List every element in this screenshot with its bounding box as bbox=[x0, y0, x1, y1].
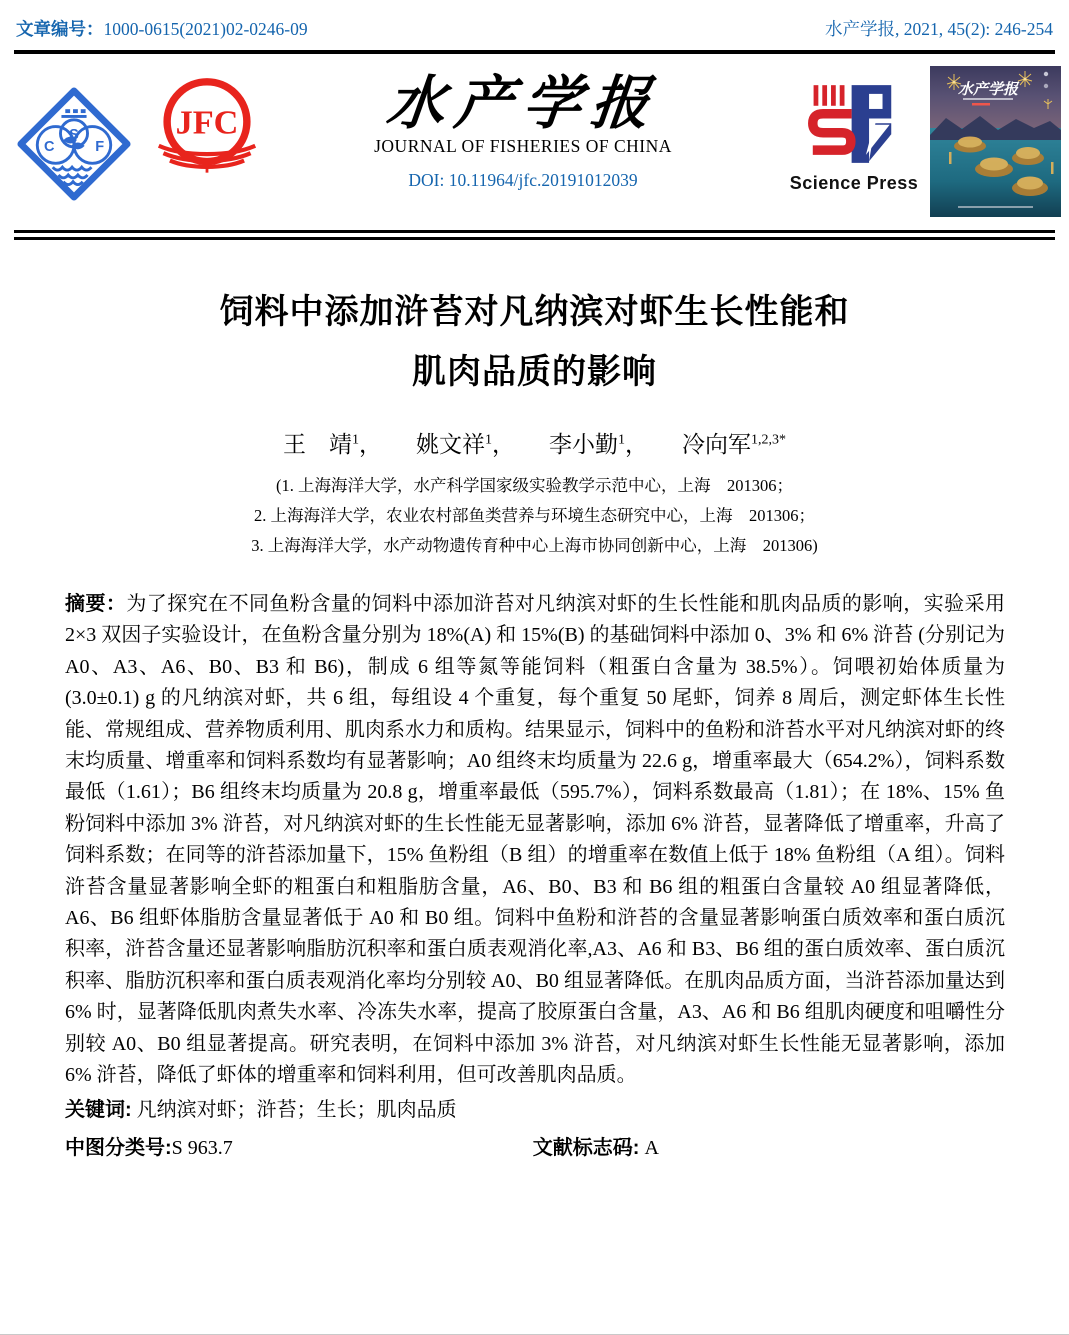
affiliation-1: (1. 上海海洋大学，水产科学国家级实验教学示范中心，上海 201306； bbox=[276, 476, 793, 495]
masthead-rule bbox=[14, 230, 1055, 240]
article-number-value: 1000-0615(2021)02-0246-09 bbox=[103, 19, 308, 39]
abstract bbox=[65, 589, 1005, 1092]
article-title-line2: 肌肉品质的影响 bbox=[412, 353, 657, 391]
clc-number: 中图分类号:S 963.7 bbox=[65, 1136, 233, 1159]
csf-letter-s: S bbox=[69, 127, 79, 144]
article-number bbox=[16, 16, 308, 41]
author-4-sup: 1,2,3* bbox=[751, 432, 786, 448]
jfc-journal-logo-icon bbox=[156, 74, 258, 186]
masthead-center bbox=[258, 64, 788, 191]
classification-line bbox=[65, 1131, 1005, 1165]
header-rule bbox=[14, 50, 1055, 54]
document-code: 文献标志码: A bbox=[532, 1136, 659, 1159]
author-2-sup: 1 bbox=[485, 432, 492, 448]
abstract-text: 为了探究在不同鱼粉含量的饲料中添加浒苔对凡纳滨对虾的生长性能和肌肉品质的影响，实验采用 2×3 双因子实验设计，在鱼粉含量分别为 18%(A) 和 15%(B) 的基础饲料中添加 0、3% 和 6% 浒苔 (分别记为 A0、A3、A6、B0、B3 和 B6)，制成 6 组等氮等能饲料（粗蛋白含量为 38.5%）。饲喂初始体质量为 (3.0±0.1) g 的凡纳滨对虾，共 6 组，每组设 4 个重复，每个重复 50 尾虾，饲养 8 周后，测定虾体生长性能、常规组成、营养物质利用、肌肉系水力和质构。结果显示，饲料中的鱼粉和浒苔水平对凡纳滨对虾的终末均质量、增重率和饲料系数均有显著影响；A0 组终末均质量为 22.6 g，增重率最大（654.2%），饲料系数最低（1.61）；B6 组终末均质量为 20.8 g，增重率最低（595.7%），饲料系数最高（1.81）；在 18%、15% 鱼粉饲料中添加 3% 浒苔，对凡纳滨对虾的生长性能无显著影响，添加 6% 浒苔，显著降低了增重率，升高了饲料系数；在同等的浒苔添加量下，15% 鱼粉组（B 组）的增重率在数值上低于 18% 鱼粉组（A 组）。饲料浒苔含量显著影响全虾的粗蛋白和粗脂肪含量，A6、B0、B3 和 B6 组的粗蛋白含量较 A0 组显著降低，A6、B6 组虾体脂肪含量显著低于 A0 和 B0 组。饲料中鱼粉和浒苔的含量显著影响蛋白质效率和蛋白质沉积率，浒苔含量还显著影响脂肪沉积率和蛋白质表观消化率,A3、A6 和 B3、B6 组的蛋白质效率、蛋白质沉积率、脂肪沉积率和蛋白质表观消化率均分别较 A0、B0 组显著降低。在肌肉品质方面，当浒苔添加量达到 6% 时，显著降低肌肉煮失水率、冷冻失水率，提高了胶原蛋白含量，A3、A6 和 B6 组肌肉硬度和咀嚼性分别较 A0、B0 组显著提高。研究表明，在饲料中添加 3% 浒苔，对凡纳滨对虾生长性能无显著影响，添加 6% 浒苔，降低了虾体的增重率和饲料利用，但可改善肌肉品质。 bbox=[65, 593, 1006, 1087]
science-press-logo-icon bbox=[802, 82, 906, 166]
csf-letter-f: F bbox=[95, 138, 105, 155]
journal-title-cn: 水产学报 bbox=[383, 69, 663, 137]
article-title bbox=[0, 282, 1069, 402]
keywords-text: 凡纳滨对虾；浒苔；生长；肌肉品质 bbox=[136, 1098, 457, 1121]
csf-letter-c: C bbox=[44, 138, 55, 155]
affiliation-2: 2. 上海海洋大学，农业农村部鱼类营养与环境生态研究中心，上海 201306； bbox=[254, 506, 815, 525]
affiliation-3: 3. 上海海洋大学，水产动物遗传育种中心上海市协同创新中心，上海 201306) bbox=[251, 536, 818, 555]
author-3-sup: 1 bbox=[618, 432, 625, 448]
science-press-block bbox=[788, 82, 920, 194]
csf-society-logo-icon bbox=[16, 86, 132, 202]
journal-cover-image bbox=[930, 66, 1061, 217]
author-3: 李小勤$^1$， bbox=[549, 432, 648, 457]
keywords bbox=[65, 1094, 1005, 1127]
page-header bbox=[0, 0, 1069, 41]
masthead bbox=[16, 64, 1061, 222]
abstract-label: 摘要： bbox=[65, 593, 127, 615]
article-title-line1: 饲料中添加浒苔对凡纳滨对虾生长性能和 bbox=[219, 293, 850, 331]
author-1: 王 靖$^1$， bbox=[283, 432, 382, 457]
author-list bbox=[0, 426, 1069, 459]
author-1-sup: 1 bbox=[352, 432, 359, 448]
cover-title: 水产学报 bbox=[957, 80, 1019, 98]
article-number-label: 文章编号： bbox=[16, 19, 104, 39]
journal-title-en: JOURNAL OF FISHERIES OF CHINA bbox=[374, 136, 672, 156]
science-press-label: Science Press bbox=[789, 173, 919, 193]
jfc-letters: JFC bbox=[175, 103, 239, 142]
journal-citation: 水产学报, 2021, 45(2): 246-254 bbox=[825, 19, 1053, 39]
keywords-label: 关键词: bbox=[65, 1098, 132, 1121]
author-4: 冷向军$^{1,2,3*}$ bbox=[682, 432, 786, 457]
affiliations bbox=[0, 471, 1069, 561]
author-2: 姚文祥$^1$， bbox=[416, 432, 515, 457]
doi-link[interactable]: DOI: 10.11964/jfc.20191012039 bbox=[408, 170, 638, 190]
